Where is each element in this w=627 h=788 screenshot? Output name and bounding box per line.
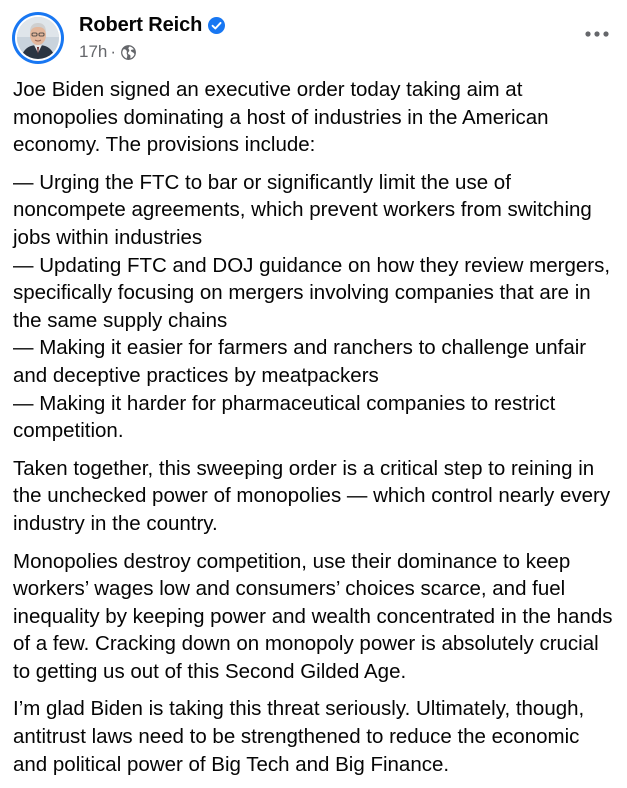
author-name-row — [79, 12, 225, 38]
post-paragraph: — Urging the FTC to bar or significantly limit the use of noncompete agreements, which prevent workers from switching jobs within industries — Updating FTC and DOJ guidance on how they review mergers, specifically focusing on mergers involving companies that are in the same supply chains — Making it easier for farmers and ranchers to challenge unfair and deceptive practices by meatpackers — Making it harder for pharmaceutical companies to restrict competition. — [13, 170, 611, 443]
post-paragraph: I’m glad Biden is taking this threat seriously. Ultimately, though, antitrust laws need to be strengthened to reduce the economic and political power of Big Tech and Big Finance. — [13, 697, 585, 776]
globe-icon[interactable] — [120, 44, 137, 61]
post-meta — [79, 41, 137, 63]
profile-photo-graphic — [17, 17, 59, 59]
more-options-button[interactable] — [581, 22, 613, 46]
author-name[interactable]: Robert Reich — [79, 14, 203, 36]
post-paragraph: Joe Biden signed an executive order today taking aim at monopolies dominating a host of industries in the American economy. The provisions include: — [13, 78, 549, 157]
post-paragraph: Taken together, this sweeping order is a critical step to reining in the unchecked power of monopolies — which control nearly every industry in the country. — [13, 456, 611, 535]
author-avatar[interactable] — [12, 12, 64, 64]
post-header — [12, 10, 615, 62]
verified-badge-icon — [208, 17, 225, 34]
post-paragraph: Monopolies destroy competition, use their dominance to keep workers’ wages low and consumers’ choices scarce, and fuel inequality by keeping power and wealth concentrated in the hands of a few. Cracking down on monopoly power is absolutely crucial to getting us out of this Second Gilded Age. — [13, 549, 613, 683]
avatar-ring — [15, 15, 61, 61]
post-body — [13, 76, 613, 788]
post-timestamp[interactable]: 17h — [79, 42, 108, 61]
more-options-icon — [585, 31, 609, 37]
profile-photo — [17, 17, 59, 59]
meta-separator: · — [110, 42, 117, 61]
